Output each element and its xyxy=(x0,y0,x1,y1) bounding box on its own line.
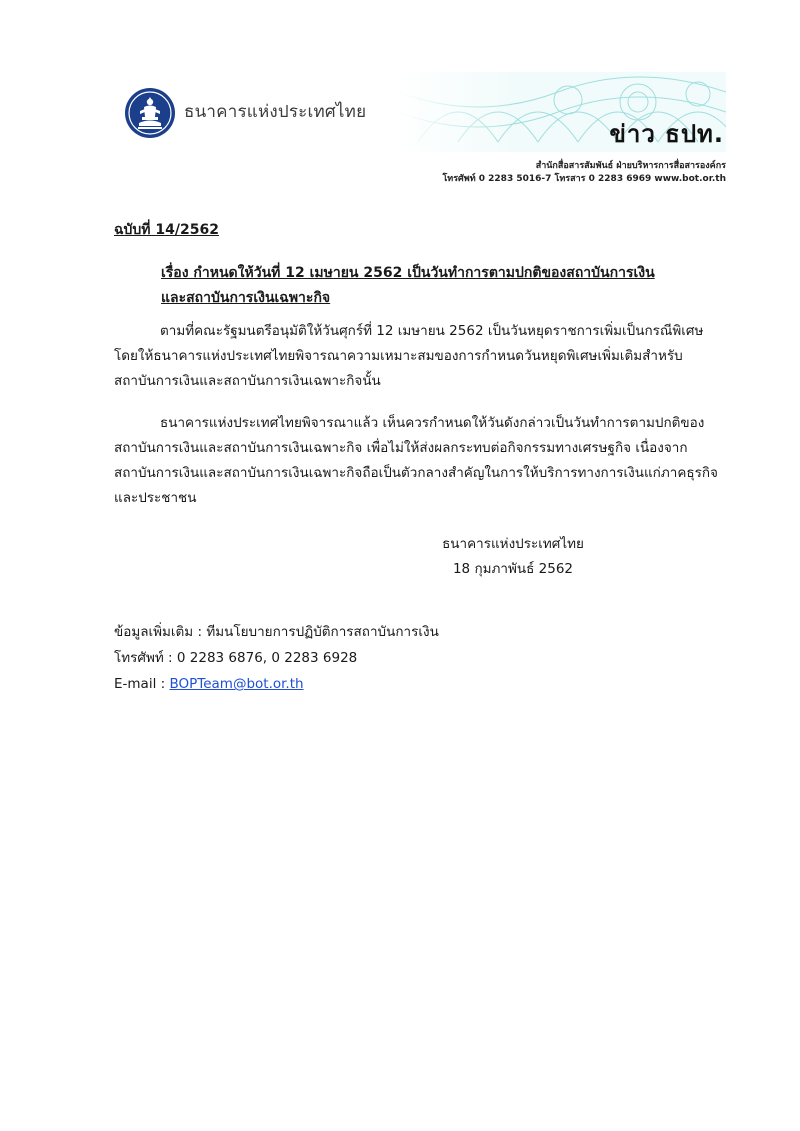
contact-email-row xyxy=(114,671,439,697)
subject-line-2: และสถาบันการเงินเฉพาะกิจ xyxy=(161,290,331,306)
subject-line-1: เรื่อง กำหนดให้วันที่ 12 เมษายน 2562 เป็นวันทำการตามปกติของสถาบันการเงิน xyxy=(161,265,655,281)
paragraph-line: ธนาคารแห่งประเทศไทยพิจารณาแล้ว เห็นควรกำหนดให้วันดังกล่าวเป็นวันทำการตามปกติของ xyxy=(160,415,705,431)
paragraph-line: และประชาชน xyxy=(114,490,197,506)
more-info: ข้อมูลเพิ่มเติม : ทีมนโยบายการปฏิบัติการสถาบันการเงิน xyxy=(114,624,439,640)
email-label: E-mail : xyxy=(114,676,170,692)
email-link[interactable]: BOPTeam@bot.or.th xyxy=(169,676,304,692)
bot-seal-icon xyxy=(124,87,176,139)
org-name: ธนาคารแห่งประเทศไทย xyxy=(184,102,367,122)
paragraph-line: สถาบันการเงินและสถาบันการเงินเฉพาะกิจ เพื่อไม่ให้ส่งผลกระทบต่อกิจกรรมทางเศรษฐกิจ เนื่องจาก xyxy=(114,440,688,456)
paragraph-2 xyxy=(114,411,718,511)
paragraph-1 xyxy=(114,319,714,394)
paragraph-line: โดยให้ธนาคารแห่งประเทศไทยพิจารณาความเหมาะสมของการกำหนดวันหยุดพิเศษเพิ่มเติมสำหรับ xyxy=(114,348,683,364)
paragraph-line: สถาบันการเงินและสถาบันการเงินเฉพาะกิจนั้น xyxy=(114,373,381,389)
issue-number: ฉบับที่ 14/2562 xyxy=(114,222,219,238)
signature-block xyxy=(400,532,626,582)
news-title: ข่าว ธปท. xyxy=(609,120,724,148)
paragraph-line: สถาบันการเงินและสถาบันการเงินเฉพาะกิจถือเป็นตัวกลางสำคัญในการให้บริการทางการเงินแก่ภาคธุรกิจ xyxy=(114,465,718,481)
contact-phone: โทรศัพท์ : 0 2283 6876, 0 2283 6928 xyxy=(114,650,358,666)
dept-line: สำนักสื่อสารสัมพันธ์ ฝ่ายบริหารการสื่อสารองค์กร xyxy=(535,161,726,171)
signature-date: 18 กุมภาพันธ์ 2562 xyxy=(452,561,574,577)
signature-org: ธนาคารแห่งประเทศไทย xyxy=(442,536,584,552)
footer-contact xyxy=(114,619,439,697)
subject xyxy=(161,261,681,311)
paragraph-line: ตามที่คณะรัฐมนตรีอนุมัติให้วันศุกร์ที่ 12 เมษายน 2562 เป็นวันหยุดราชการเพิ่มเป็นกรณีพิเศษ xyxy=(160,323,704,339)
contact-line: โทรศัพท์ 0 2283 5016-7 โทรสาร 0 2283 6969 www.bot.or.th xyxy=(442,174,726,184)
